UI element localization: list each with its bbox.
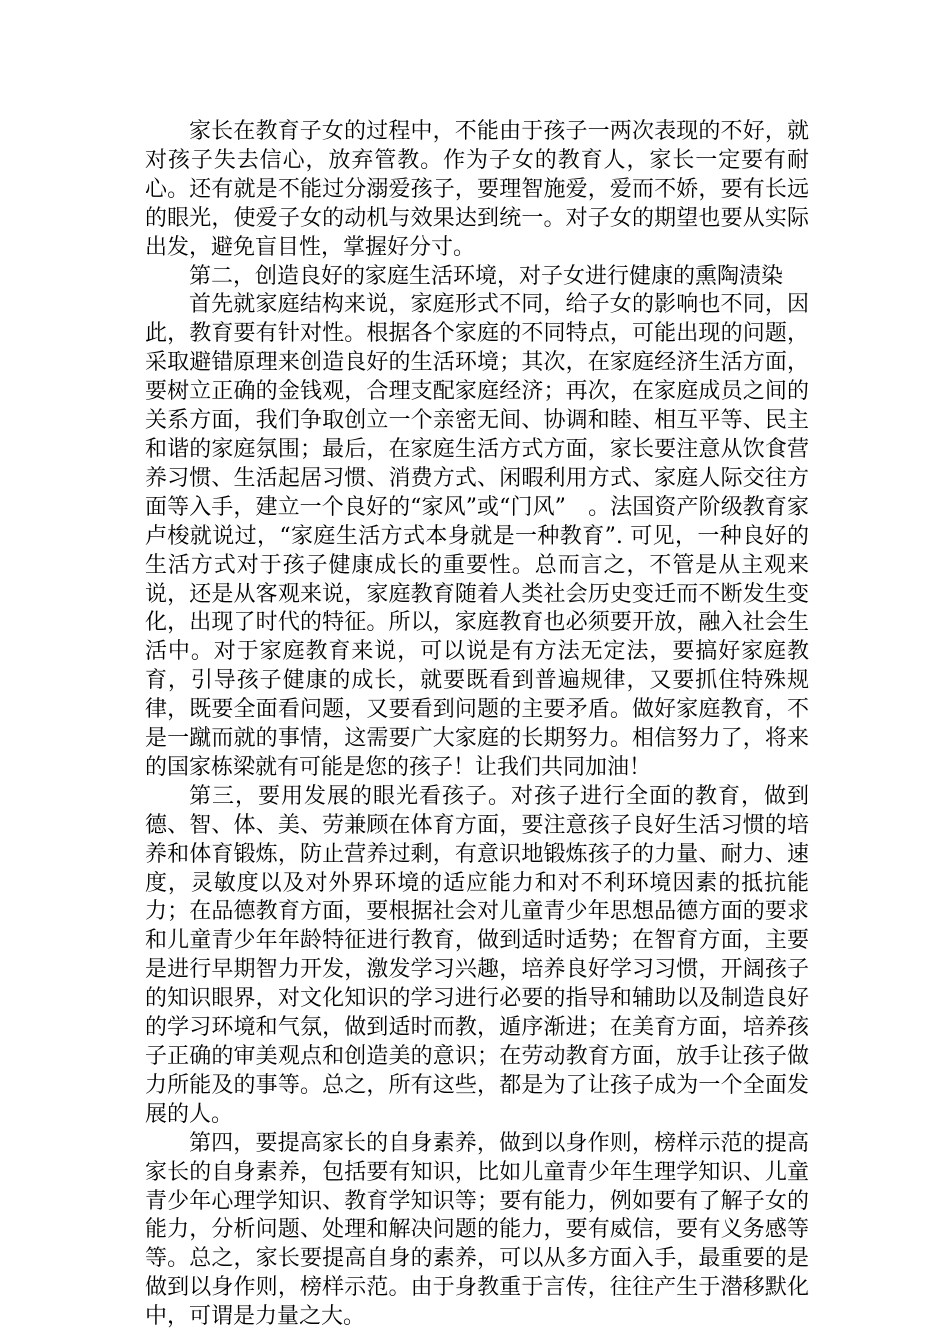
document-page	[145, 118, 809, 1332]
paragraph-parental-patience: 家长在教育子女的过程中，不能由于孩子一两次表现的不好，就对孩子失去信心，放弃管教。作为子女的教育人，家长一定要有耐心。还有就是不能过分溺爱孩子，要理智施爱，爱而不娇，要有长远的眼光，使爱子女的动机与效果达到统一。对子女的期望也要从实际出发，避免盲目性，掌握好分寸。	[145, 119, 809, 260]
paragraph-section-third: 第三，要用发展的眼光看孩子。对孩子进行全面的教育，做到德、智、体、美、劳兼顾在体育方面，要注意孩子良好生活习惯的培养和体育锻炼，防止营养过剩，有意识地锻炼孩子的力量、耐力、速度，灵敏度以及对外界环境的适应能力和对不利环境因素的抵抗能力；在品德教育方面，要根据社会对儿童青少年思想品德方面的要求和儿童青少年年龄特征进行教育，做到适时适势；在智育方面，主要是进行早期智力开发，激发学习兴趣，培养良好学习习惯，开阔孩子的知识眼界，对文化知识的学习进行必要的指导和辅助以及制造良好的学习环境和气氛，做到适时而教，遁序渐进；在美育方面，培养孩子正确的审美观点和创造美的意识；在劳动教育方面，放手让孩子做力所能及的事等。总之，所有这些，都是为了让孩子成为一个全面发展的人。	[145, 783, 809, 1127]
section-heading-second: 第二，创造良好的家庭生活环境，对子女进行健康的熏陶渍染	[189, 263, 784, 289]
paragraph-family-environment: 首先就家庭结构来说，家庭形式不同，给子女的影响也不同，因此，教育要有针对性。根据各个家庭的不同特点，可能出现的问题，采取避错原理来创造良好的生活环境；其次，在家庭经济生活方面，要树立正确的金钱观，合理支配家庭经济；再次，在家庭成员之间的关系方面，我们争取创立一个亲密无间、协调和睦、相互平等、民主和谐的家庭氛围；最后，在家庭生活方式方面，家长要注意从饮食营养习惯、生活起居习惯、消费方式、闲暇利用方式、家庭人际交往方面等入手，建立一个良好的“家风”或“门风” 。法国资产阶级教育家卢梭就说过，“家庭生活方式本身就是一种教育”. 可见，一种良好的生活方式对于孩子健康成长的重要性。总而言之，不管是从主观来说，还是从客观来说，家庭教育随着人类社会历史变迁而不断发生变化，出现了时代的特征。所以，家庭教育也必须要开放，融入社会生活中。对于家庭教育来说，可以说是有方法无定法，要搞好家庭教育，引导孩子健康的成长，就要既看到普遍规律，又要抓住特殊规律，既要全面看问题，又要看到问题的主要矛盾。做好家庭教育，不是一蹴而就的事情，这需要广大家庭的长期努力。相信努力了，将来的国家栋梁就有可能是您的孩子！让我们共同加油！	[145, 292, 809, 780]
paragraph-section-fourth: 第四，要提高家长的自身素养，做到以身作则，榜样示范的提高家长的自身素养，包括要有知识，比如儿童青少年生理学知识、儿童青少年心理学知识、教育学知识等；要有能力，例如要有了解子女的能力，分析问题、处理和解决问题的能力，要有威信，要有义务感等等。总之，家长要提高自身的素养，可以从多方面入手，最重要的是做到以身作则，榜样示范。由于身教重于言传，往往产生于潜移默化中，可谓是力量之大。	[145, 1130, 809, 1330]
